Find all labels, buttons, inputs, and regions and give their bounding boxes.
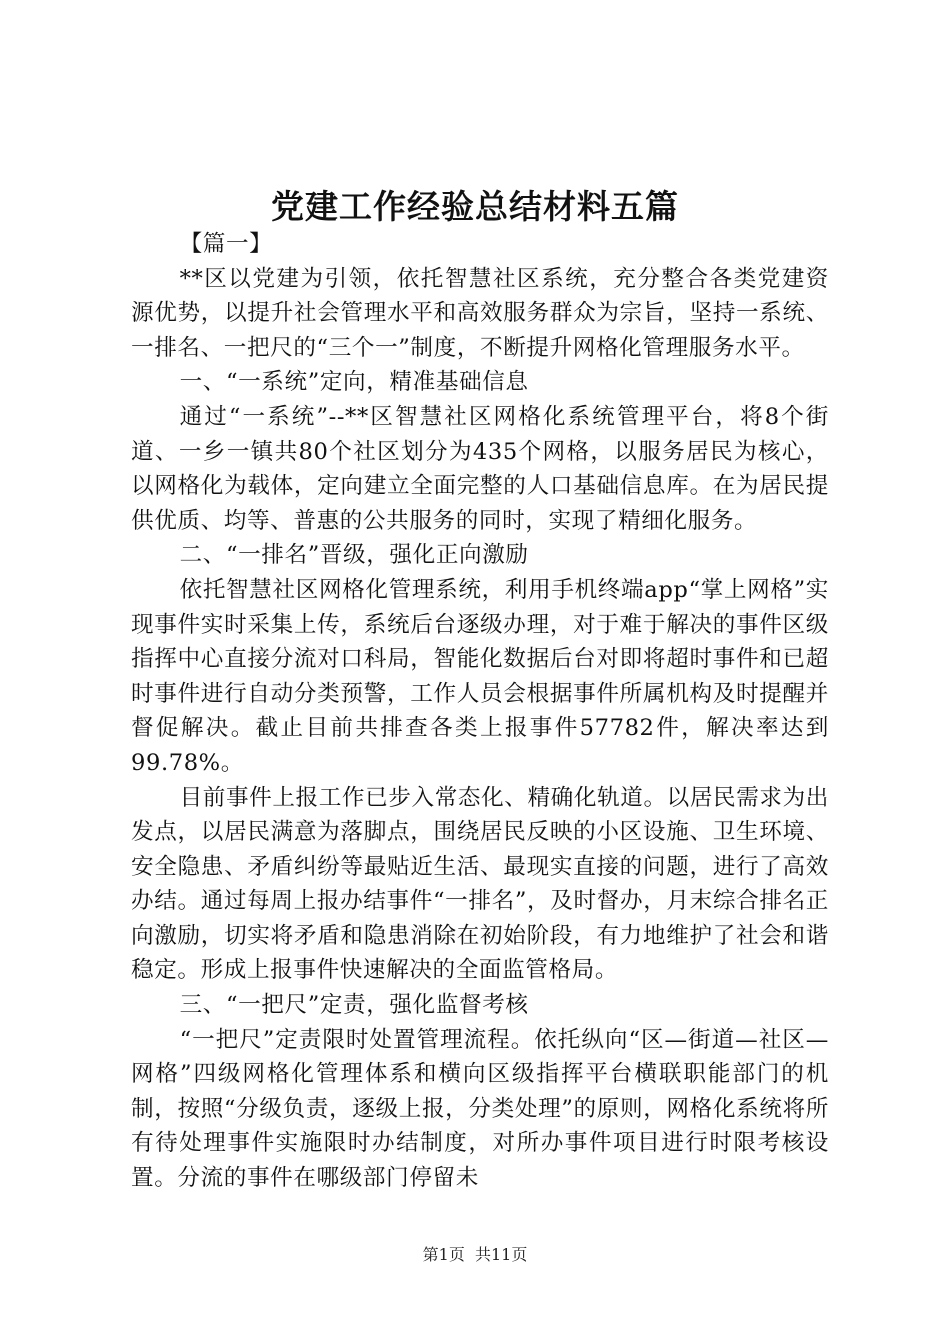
page-footer <box>0 1243 950 1267</box>
section-heading: 三、“一把尺”定责，强化监督考核 <box>179 992 529 1019</box>
section-heading: 二、“一排名”晋级，强化正向激励 <box>179 542 529 569</box>
page-number: 第1页 共11页 <box>422 1245 528 1264</box>
paragraph: 依托智慧社区网格化管理系统，利用手机终端app“掌上网格”实现事件实时采集上传，系统后台逐级办理，对于难于解决的事件区级指挥中心直接分流对口科局，智能化数据后台对即将超时事件和已超时事件进行自动分类预警，工作人员会根据事件所属机构及时提醒并督促解决。截止目前共排查各类上报事件57782件，解决率达到99.78%。 <box>131 576 829 776</box>
paragraph: “一把尺”定责限时处置管理流程。依托纵向“区—街道—社区—网格”四级网格化管理体系和横向区级指挥平台横联职能部门的机制，按照“分级负责，逐级上报，分类处理”的原则，网格化系统将所有待处理事件实施限时办结制度，对所办事件项目进行时限考核设置。分流的事件在哪级部门停留未 <box>131 1026 829 1192</box>
section-heading: 一、“一系统”定向，精准基础信息 <box>179 369 529 396</box>
paragraph: 目前事件上报工作已步入常态化、精确化轨道。以居民需求为出发点，以居民满意为落脚点，围绕居民反映的小区设施、卫生环境、安全隐患、矛盾纠纷等最贴近生活、最现实直接的问题，进行了高效办结。通过每周上报办结事件“一排名”，及时督办，月末综合排名正向激励，切实将矛盾和隐患消除在初始阶段，有力地维护了社会和谐稳定。形成上报事件快速解决的全面监管格局。 <box>131 784 830 984</box>
paragraph: **区以党建为引领，依托智慧社区系统，充分整合各类党建资源优势，以提升社会管理水平和高效服务群众为宗旨，坚持一系统、一排名、一把尺的“三个一”制度，不断提升网格化管理服务水平。 <box>131 265 829 361</box>
document-title: 党建工作经验总结材料五篇 <box>271 187 679 226</box>
document-body <box>131 227 829 1196</box>
section-label: 【篇一】 <box>179 231 273 257</box>
paragraph: 通过“一系统”--**区智慧社区网格化系统管理平台，将8个街道、一乡一镇共80个社区划分为435个网格，以服务居民为核心，以网格化为载体，定向建立全面完整的人口基础信息库。在为居民提供优质、均等、普惠的公共服务的同时，实现了精细化服务。 <box>131 403 829 534</box>
